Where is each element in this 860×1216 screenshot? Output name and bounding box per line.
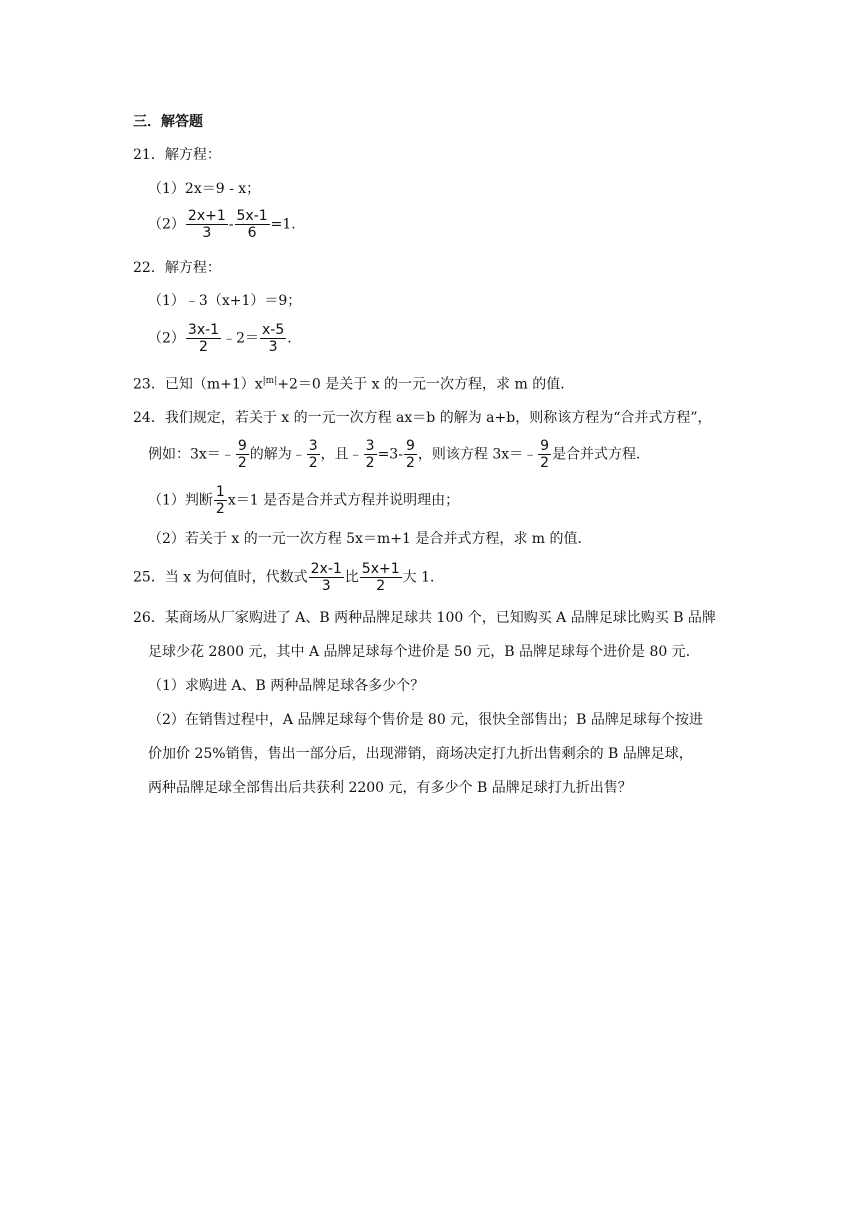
q24-ex-f5-numerator: 9 bbox=[540, 438, 550, 454]
q21-part1 bbox=[148, 178, 260, 200]
q26-part2-line1: （2）在销售过程中，A 品牌足球每个售价是 80 元，很快全部售出；B 品牌足球每个按进 bbox=[148, 712, 703, 728]
q21-f1-denominator: 3 bbox=[202, 225, 212, 241]
q24-ex-f4-denominator: 2 bbox=[405, 455, 415, 471]
q23-exponent: |m| bbox=[262, 376, 278, 386]
q23-part-a: 23．已知（m+1）x bbox=[133, 376, 263, 393]
q24-ex-a: 例如：3x＝﹣ bbox=[148, 446, 235, 463]
q24-ex-e: ，则该方程 3x＝﹣ bbox=[417, 446, 538, 463]
q24-part1-b: x＝1 是否是合并式方程并说明理由； bbox=[227, 492, 460, 509]
q24-part1-fraction bbox=[214, 484, 227, 517]
q23-part-b: +2＝0 是关于 x 的一元一次方程，求 m 的值． bbox=[277, 376, 575, 393]
q24-ex-b: 的解为﹣ bbox=[249, 446, 306, 463]
q25-f2-numerator: 5x+1 bbox=[361, 561, 400, 577]
q24-line1: 24．我们规定，若关于 x 的一元一次方程 ax＝b 的解为 a+b，则称该方程为“合并式方程”， bbox=[133, 410, 712, 426]
q26-part2-line2: 价加价 25%销售，售出一部分后，出现滞销，商场决定打九折出售剩余的 B 品牌足球， bbox=[148, 746, 693, 762]
q24-ex-f4-numerator: 9 bbox=[405, 438, 415, 454]
q25-fraction-2 bbox=[360, 561, 402, 594]
q22-tail: . bbox=[287, 330, 292, 347]
q24-part1 bbox=[148, 484, 459, 517]
q22-part1 bbox=[148, 290, 301, 312]
q25-fraction-1 bbox=[309, 561, 344, 594]
q22-fraction-1 bbox=[186, 322, 221, 355]
q23-text bbox=[133, 370, 574, 396]
q22-part1-label: （1） bbox=[148, 293, 185, 309]
q21-f2-numerator: 5x-1 bbox=[236, 208, 268, 224]
q25-part-c: 大 1． bbox=[402, 569, 444, 586]
q24-part2: （2）若关于 x 的一元一次方程 5x＝m+1 是合并式方程，求 m 的值． bbox=[148, 531, 592, 547]
q21-f1-numerator: 2x+1 bbox=[187, 208, 226, 224]
q24-ex-f5-denominator: 2 bbox=[540, 455, 550, 471]
q24-part1-denominator: 2 bbox=[215, 501, 225, 517]
q21-part1-lhs: 2x bbox=[184, 181, 202, 197]
q24-ex-fraction-1 bbox=[236, 438, 249, 471]
q26-part2-line3: 两种品牌足球全部售出后共获利 2200 元，有多少个 B 品牌足球打九折出售？ bbox=[148, 780, 632, 796]
q24-ex-d: =3- bbox=[377, 446, 403, 463]
q21-f2-denominator: 6 bbox=[247, 225, 257, 241]
q22-fraction-2 bbox=[260, 322, 286, 355]
q24-ex-f3-numerator: 3 bbox=[365, 438, 375, 454]
q21-part2-label: （2） bbox=[148, 216, 185, 233]
q25-part-b: 比 bbox=[344, 569, 359, 586]
q24-ex-c: ，且﹣ bbox=[320, 446, 363, 463]
q26-line2: 足球少花 2800 元，其中 A 品牌足球每个进价是 50 元，B 品牌足球每个进价是 80 元． bbox=[148, 644, 700, 660]
q24-ex-f3-denominator: 2 bbox=[365, 455, 375, 471]
q25-f1-denominator: 3 bbox=[321, 578, 331, 594]
q26-part1: （1）求购进 A、B 两种品牌足球各多少个？ bbox=[148, 678, 425, 694]
q21-part2 bbox=[148, 208, 296, 241]
q22-part2-label: （2） bbox=[148, 330, 185, 347]
q22-stem: 22．解方程： bbox=[133, 260, 221, 276]
q22-f2-numerator: x-5 bbox=[262, 322, 285, 338]
q24-ex-fraction-2 bbox=[307, 438, 320, 471]
q25-f1-numerator: 2x-1 bbox=[310, 561, 342, 577]
q24-ex-f2-numerator: 3 bbox=[308, 438, 318, 454]
q22-f1-denominator: 2 bbox=[199, 339, 208, 355]
q21-tail: =1. bbox=[270, 216, 296, 233]
q24-ex-f1-denominator: 2 bbox=[237, 455, 247, 471]
q21-part1-label: （1） bbox=[148, 181, 185, 197]
q24-ex-f1-numerator: 9 bbox=[237, 438, 247, 454]
q24-ex-fraction-4 bbox=[404, 438, 417, 471]
q21-part1-rest: ＝9 ‑ x； bbox=[201, 181, 261, 197]
q24-ex-fraction-5 bbox=[538, 438, 551, 471]
q22-f2-denominator: 3 bbox=[268, 339, 278, 355]
q24-ex-f2-denominator: 2 bbox=[308, 455, 318, 471]
q21-fraction-1 bbox=[186, 208, 228, 241]
section-title: 三．解答题 bbox=[133, 114, 203, 130]
q26-line1: 26．某商场从厂家购进了 A、B 两种品牌足球共 100 个，已知购买 A 品牌足球比购买 B 品牌 bbox=[133, 610, 716, 626]
q21-stem: 21．解方程： bbox=[133, 147, 221, 163]
q22-part2 bbox=[148, 322, 292, 355]
q24-part1-a: （1）判断 bbox=[148, 492, 213, 509]
q25-text bbox=[133, 561, 444, 594]
q22-mid: ﹣2＝ bbox=[222, 330, 259, 347]
q22-f1-numerator: 3x-1 bbox=[187, 322, 220, 338]
q24-example bbox=[148, 438, 650, 471]
q22-part1-text: ﹣3（x+1）＝9； bbox=[184, 293, 302, 309]
q21-minus: - bbox=[228, 216, 234, 233]
q24-ex-f: 是合并式方程． bbox=[552, 446, 651, 463]
q21-fraction-2 bbox=[235, 208, 270, 241]
q24-ex-fraction-3 bbox=[364, 438, 377, 471]
q25-part-a: 25．当 x 为何值时，代数式 bbox=[133, 569, 308, 586]
q25-f2-denominator: 2 bbox=[376, 578, 386, 594]
q24-part1-numerator: 1 bbox=[215, 484, 225, 500]
